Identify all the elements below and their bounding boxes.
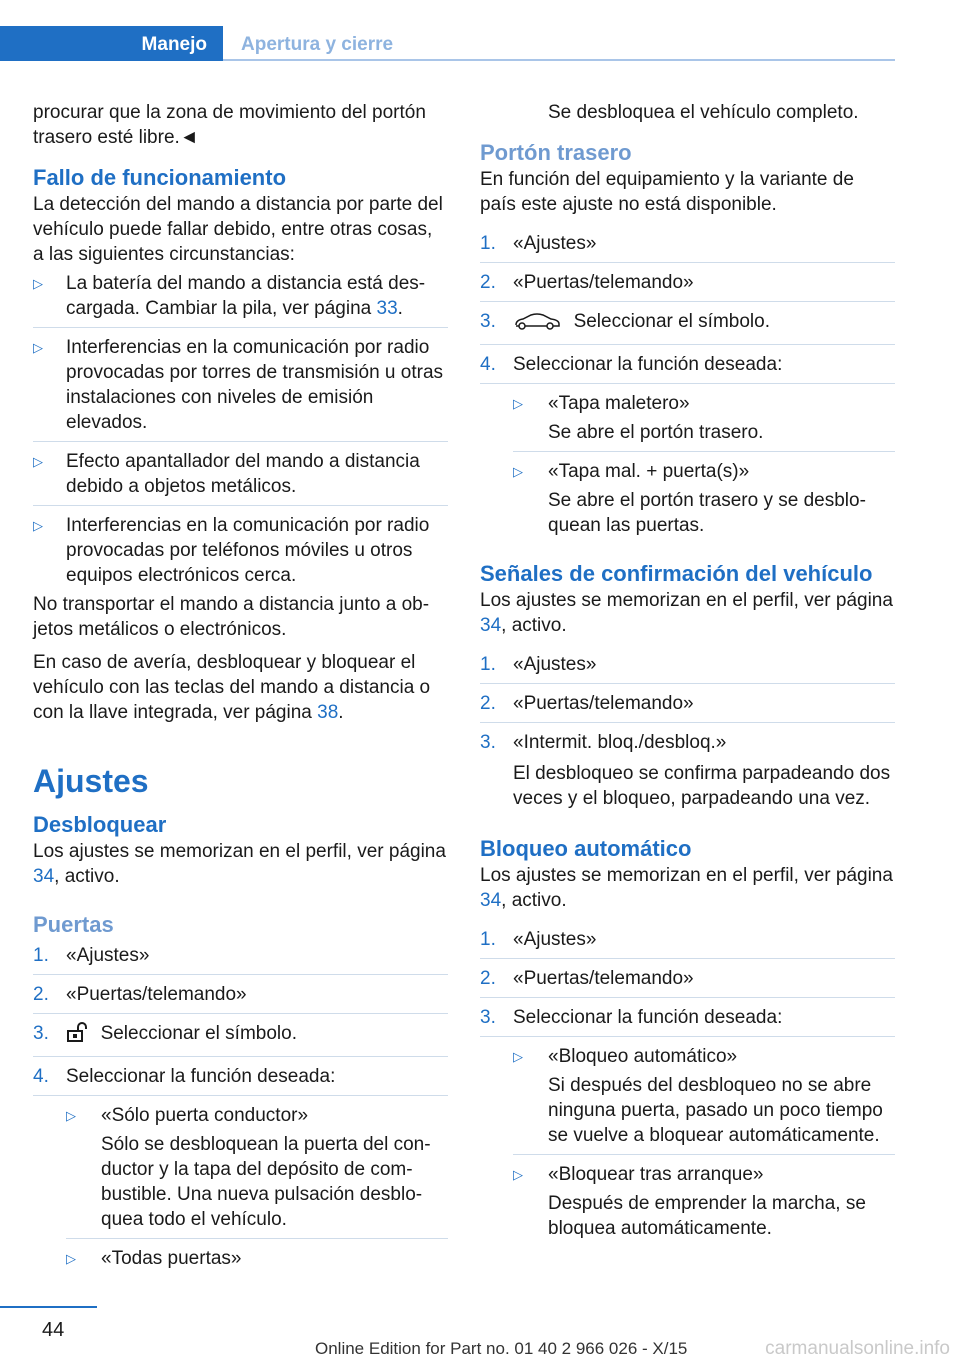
- heading-puertas: Puertas: [33, 912, 114, 937]
- page-header: [0, 26, 895, 62]
- list-item: 4. Seleccionar la función deseada:: [33, 1066, 336, 1087]
- list-item: 4. Seleccionar la función deseada:: [480, 354, 783, 375]
- option-description: Después de emprender la marcha, se bloquea automáticamente.: [548, 1193, 866, 1239]
- option-description: Sólo se desbloquean la puerta del conductor y la tapa del depósito de combustible. Una nueva pulsación desbloquea todo el vehículo.: [101, 1134, 431, 1230]
- option-description: Si después del desbloqueo no se abre ninguna puerta, pasado un poco tiempo se vuelve a bloquear automáticamente.: [548, 1075, 883, 1146]
- divider: [480, 722, 895, 723]
- bullet-icon: ▷: [33, 276, 43, 291]
- divider: [480, 344, 895, 345]
- senales-paragraph: Los ajustes se memorizan en el perfil, ver página 34, activo.: [480, 590, 893, 636]
- header-rule: [223, 59, 895, 61]
- list-item: 1. «Ajustes»: [33, 945, 150, 966]
- divider: [33, 1095, 448, 1096]
- list-item: 2. «Puertas/telemando»: [33, 984, 247, 1005]
- divider: [480, 1036, 895, 1037]
- bullet-icon: ▷: [33, 518, 43, 533]
- no-transportar-paragraph: No transportar el mando a distancia junto a objetos metálicos o electrónicos.: [33, 594, 430, 640]
- unlock-icon: [66, 1021, 90, 1050]
- divider: [480, 262, 895, 263]
- list-item: ▷ Interferencias en la comunicación por radio provocadas por teléfonos móviles u otros equipos electrónicos cerca.: [33, 515, 430, 586]
- porton-paragraph: En función del equipamiento y la variante de país este ajuste no está disponible.: [480, 169, 854, 215]
- section-tab-manejo[interactable]: Manejo: [0, 26, 223, 61]
- watermark: carmanualsonline.info: [765, 1338, 950, 1359]
- heading-fallo: Fallo de funcionamiento: [33, 165, 287, 190]
- option-item: ▷ «Sólo puerta conductor»: [66, 1105, 309, 1126]
- senales-steps: [480, 652, 895, 811]
- heading-desbloquear: Desbloquear: [33, 812, 167, 837]
- list-item: 1. «Ajustes»: [480, 929, 597, 950]
- list-item: 2. «Puertas/telemando»: [480, 968, 694, 989]
- page-number: 44: [42, 1319, 65, 1341]
- divider: [33, 1056, 448, 1057]
- list-item: 3. Seleccionar el símbolo.: [480, 309, 895, 338]
- divider: [66, 1238, 448, 1239]
- option-item: ▷ «Todas puertas»: [66, 1248, 242, 1269]
- heading-bloqueo: Bloqueo automático: [480, 836, 692, 861]
- divider: [33, 974, 448, 975]
- page-link-34[interactable]: 34: [33, 866, 55, 887]
- option-description: Se desbloquea el vehículo completo.: [548, 102, 859, 123]
- bullet-icon: ▷: [66, 1108, 76, 1123]
- list-item: 2. «Puertas/telemando»: [480, 272, 694, 293]
- list-item: ▷ Efecto apantallador del mando a distancia debido a objetos metálicos.: [33, 451, 420, 497]
- divider: [513, 1154, 895, 1155]
- page-link-33[interactable]: 33: [376, 298, 398, 319]
- option-item: ▷ «Bloquear tras arranque»: [513, 1164, 764, 1185]
- page-link-38[interactable]: 38: [317, 702, 339, 723]
- right-column: [480, 100, 895, 1241]
- divider: [480, 301, 895, 302]
- divider: [480, 997, 895, 998]
- list-item: 3. Seleccionar el símbolo.: [33, 1021, 448, 1050]
- fallo-paragraph: La detección del mando a distancia por parte del vehículo puede fallar debido, entre otras cosas, a las siguientes circunstancias:: [33, 194, 443, 265]
- bullet-icon: ▷: [33, 340, 43, 355]
- bullet-icon: ▷: [513, 1167, 523, 1182]
- section-tab-apertura[interactable]: Apertura y cierre: [241, 34, 394, 55]
- divider: [480, 683, 895, 684]
- heading-ajustes: Ajustes: [33, 763, 149, 799]
- averia-paragraph: En caso de avería, desbloquear y bloquear el vehículo con las teclas del mando a distancia o con la llave integrada, ver página 38.: [33, 652, 431, 723]
- divider: [480, 383, 895, 384]
- senales-description: El desbloqueo se confirma parpadeando dos veces y el bloqueo, parpadeando una vez.: [513, 763, 891, 809]
- divider: [33, 327, 448, 328]
- bullet-icon: ▷: [66, 1251, 76, 1266]
- puertas-steps: [33, 943, 448, 1271]
- bullet-icon: ▷: [513, 1049, 523, 1064]
- heading-senales: Señales de confirmación del vehículo: [480, 561, 873, 586]
- list-item: 1. «Ajustes»: [480, 654, 597, 675]
- list-item: 3. Seleccionar la función deseada:: [480, 1007, 783, 1028]
- fallo-list: [33, 271, 448, 588]
- bloqueo-paragraph: Los ajustes se memorizan en el perfil, ver página 34, activo.: [480, 865, 893, 911]
- divider: [513, 451, 895, 452]
- porton-steps: [480, 231, 895, 538]
- left-column: [33, 100, 448, 1271]
- list-item: 2. «Puertas/telemando»: [480, 693, 694, 714]
- option-description: Se abre el portón trasero y se desbloquean las puertas.: [548, 490, 866, 536]
- page-link-34[interactable]: 34: [480, 890, 502, 911]
- bullet-icon: ▷: [513, 464, 523, 479]
- bloqueo-steps: [480, 927, 895, 1241]
- option-description: Se abre el portón trasero.: [548, 422, 764, 443]
- edition-note: Online Edition for Part no. 01 40 2 966 026 - X/15: [315, 1339, 688, 1358]
- option-item: ▷ «Tapa mal. + puerta(s)»: [513, 461, 750, 482]
- divider: [33, 1013, 448, 1014]
- divider: [33, 441, 448, 442]
- list-item: ▷ Interferencias en la comunicación por radio provocadas por torres de transmisión u otras instalaciones con niveles de emisión elevados.: [33, 337, 444, 433]
- list-item: 3. «Intermit. bloq./desbloq.»: [480, 732, 727, 753]
- bullet-icon: ▷: [513, 396, 523, 411]
- option-item: ▷ «Tapa maletero»: [513, 393, 690, 414]
- divider: [480, 958, 895, 959]
- footer-rule: [0, 1306, 97, 1308]
- desbloquear-paragraph: Los ajustes se memorizan en el perfil, ver página 34, activo.: [33, 841, 446, 887]
- list-item: 1. «Ajustes»: [480, 233, 597, 254]
- bullet-icon: ▷: [33, 454, 43, 469]
- divider: [33, 505, 448, 506]
- car-icon: [513, 311, 563, 338]
- list-item: ▷ La batería del mando a distancia está descargada. Cambiar la pila, ver página 33.: [33, 273, 426, 319]
- option-item: ▷ «Bloqueo automático»: [513, 1046, 738, 1067]
- page-link-34[interactable]: 34: [480, 615, 502, 636]
- intro-paragraph: procurar que la zona de movimiento del portón trasero esté libre.◄: [33, 102, 426, 148]
- heading-porton: Portón trasero: [480, 140, 632, 165]
